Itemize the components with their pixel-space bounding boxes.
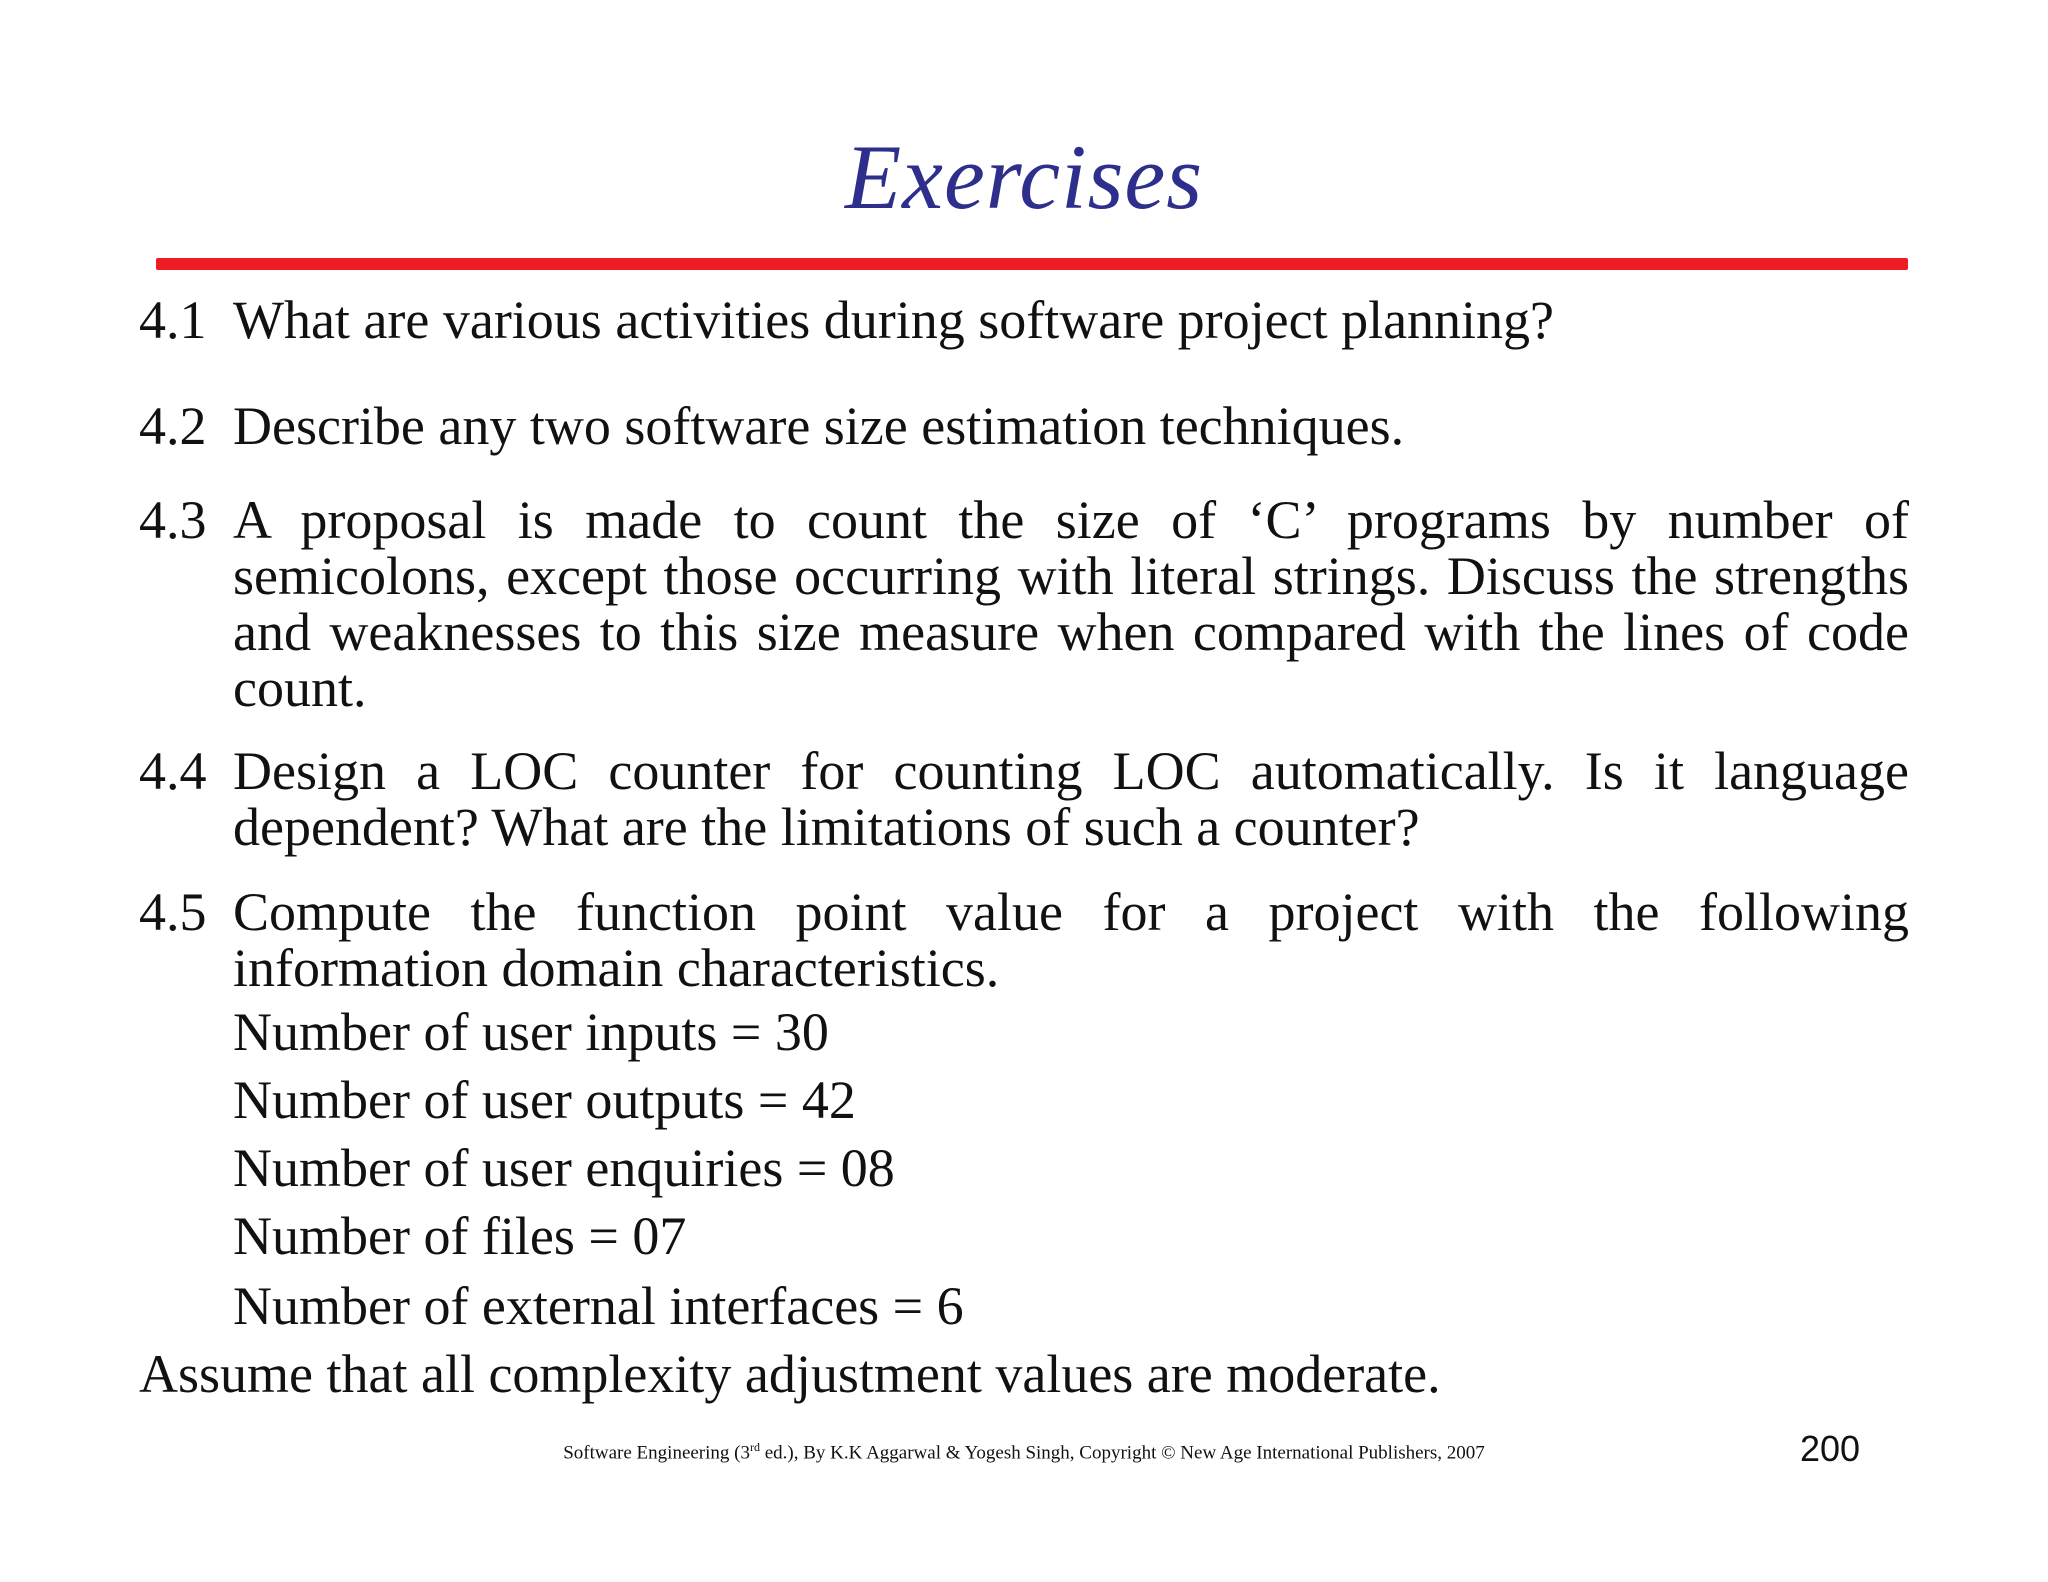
- exercise-item-4-3: [139, 492, 1909, 716]
- exercise-text: A proposal is made to count the size of ‘C’ programs by number of semicolons, except those occurring with literal strings. Discuss the strengths and weaknesses to this size measure when compared with the lines of code count.: [233, 490, 1909, 718]
- slide-title: Exercises: [844, 126, 1204, 228]
- exercise-item-4-2: [139, 398, 1909, 454]
- exercise-item-4-1: [139, 292, 1909, 348]
- characteristic-user-inputs: Number of user inputs = 30: [233, 1002, 829, 1062]
- title-divider: [156, 258, 1908, 270]
- footer-text-end: ed.), By K.K Aggarwal & Yogesh Singh, Copyright © New Age International Publishers, 2007: [760, 1442, 1485, 1464]
- exercise-text: Describe any two software size estimation techniques.: [233, 396, 1405, 456]
- assumption-note: Assume that all complexity adjustment values are moderate.: [139, 1344, 1441, 1404]
- exercise-text: Design a LOC counter for counting LOC automatically. Is it language dependent? What are the limitations of such a counter?: [233, 741, 1909, 857]
- page-number: 200: [1800, 1428, 1861, 1469]
- exercise-number: 4.2: [139, 396, 207, 456]
- footer-citation: [0, 1440, 2048, 1464]
- exercise-number: 4.1: [139, 290, 207, 350]
- exercise-number: 4.3: [139, 490, 207, 550]
- footer-superscript: rd: [750, 1440, 760, 1454]
- exercise-item-4-4: [139, 743, 1909, 855]
- exercise-number: 4.5: [139, 882, 207, 942]
- exercise-text: What are various activities during software project planning?: [233, 290, 1555, 350]
- exercise-text: Compute the function point value for a project with the following information domain characteristics.: [233, 882, 1909, 998]
- footer-text-start: Software Engineering (3: [563, 1442, 750, 1464]
- exercise-number: 4.4: [139, 741, 207, 801]
- characteristic-user-outputs: Number of user outputs = 42: [233, 1070, 856, 1130]
- characteristic-external-interfaces: Number of external interfaces = 6: [233, 1276, 964, 1336]
- characteristic-files: Number of files = 07: [233, 1206, 687, 1266]
- characteristic-user-enquiries: Number of user enquiries = 08: [233, 1138, 895, 1198]
- exercise-item-4-5: [139, 884, 1909, 996]
